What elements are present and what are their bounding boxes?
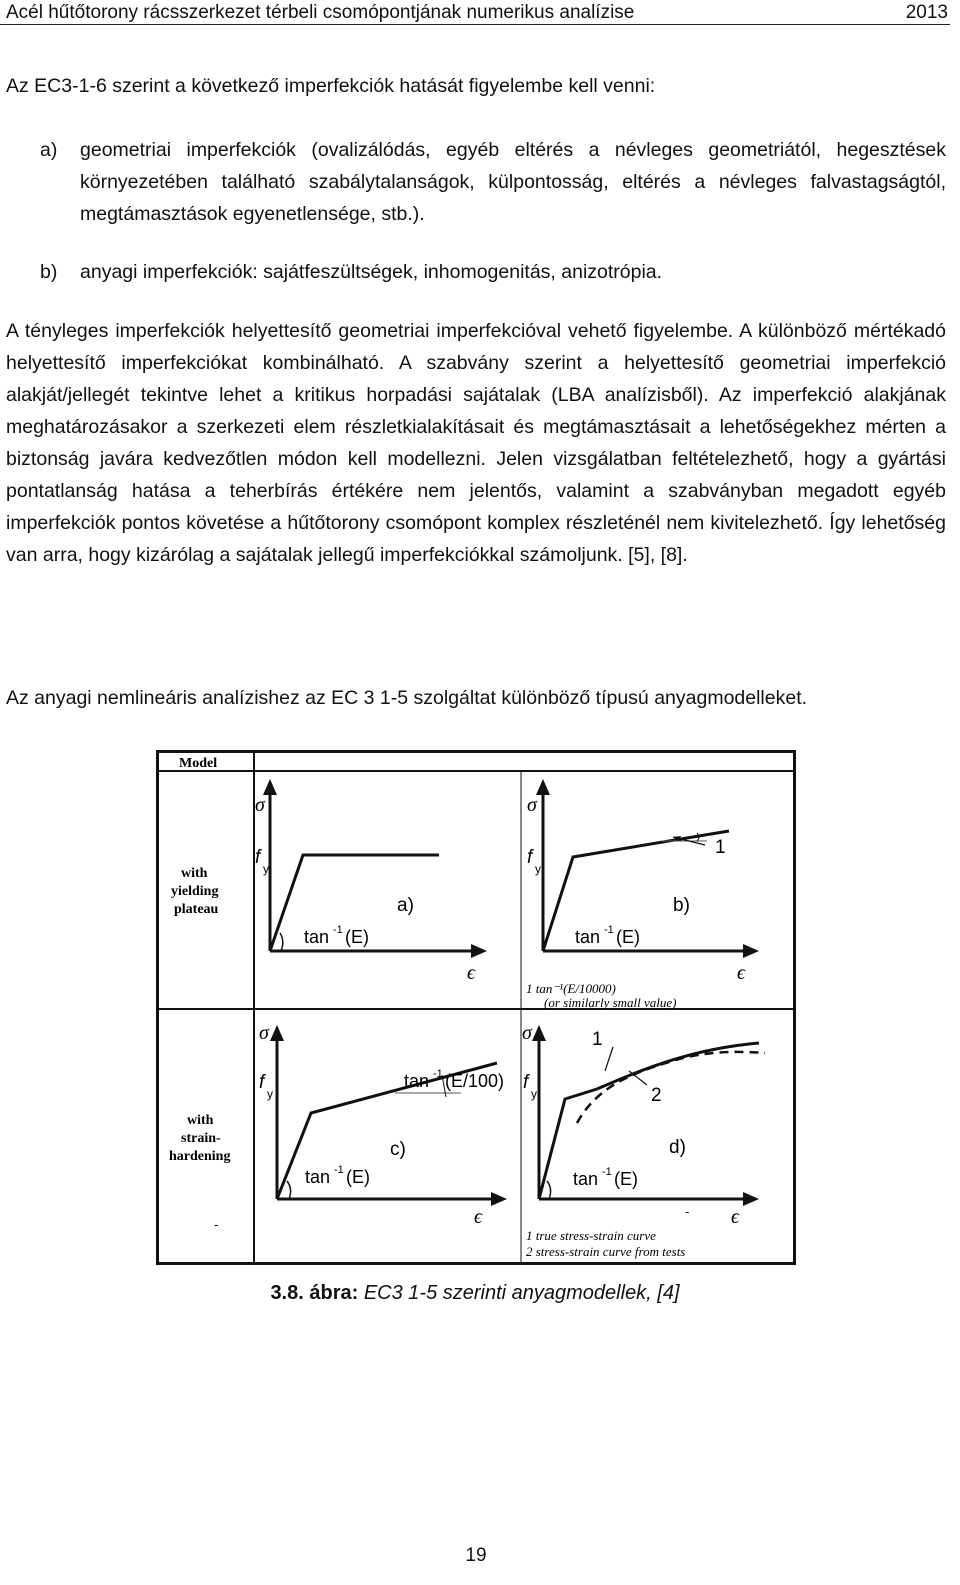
panel-c-label: c): [390, 1139, 406, 1160]
tan-sup-d: -1: [602, 1166, 612, 1178]
panel-a: [255, 779, 487, 984]
mark-1-d: 1: [592, 1029, 603, 1050]
row1-label-2: yielding: [171, 884, 219, 899]
tan-sup-a: -1: [333, 924, 343, 936]
note-d-line2: 2 stress-strain curve from tests: [526, 1244, 686, 1259]
list-label-a: a): [40, 139, 58, 161]
dot-d: -: [685, 1204, 690, 1219]
sigma-b: σ: [527, 794, 537, 816]
caption-text: EC3 1-5 szerinti anyagmodellek, [4]: [358, 1282, 680, 1304]
row2-label-3: hardening: [169, 1149, 231, 1164]
caption-number: 3.8. ábra:: [270, 1282, 359, 1304]
page-header: [0, 0, 950, 25]
fy-a: f: [255, 847, 261, 868]
sigma-d: σ: [522, 1022, 532, 1044]
materials-sentence: Az anyagi nemlineáris analízishez az EC 3 1-5 szolgáltat különböző típusú anyagmodelleket.: [6, 687, 808, 709]
fy-sub-d: y: [531, 1087, 537, 1101]
sigma-a: σ: [255, 794, 265, 816]
panel-d: [522, 1022, 765, 1259]
epsilon-b: ϵ: [737, 962, 746, 984]
fy-c: f: [259, 1072, 265, 1093]
fy-b: f: [527, 847, 533, 868]
note-d-line1: 1 true stress-strain curve: [526, 1228, 656, 1243]
panel-b-label: b): [673, 895, 690, 916]
tan-arg-a: (E): [345, 927, 369, 947]
fy-sub-c: y: [267, 1087, 273, 1101]
epsilon-d: ϵ: [731, 1206, 740, 1228]
tan-arg-b: (E): [616, 927, 640, 947]
figure-caption: [0, 1282, 950, 1305]
note-b-line2: (or similarly small value): [544, 995, 677, 1010]
fy-d: f: [523, 1072, 529, 1093]
tan-sup-b: -1: [604, 924, 614, 936]
fy-sub-a: y: [263, 862, 269, 876]
page-number: 19: [465, 1545, 487, 1566]
tan-b: tan: [575, 927, 601, 947]
header-year: 2013: [905, 2, 948, 23]
panel-b: [526, 779, 759, 1010]
epsilon-c: ϵ: [474, 1206, 483, 1228]
intro-text: Az EC3-1-6 szerint a következő imperfekciók hatását figyelembe kell venni:: [6, 75, 656, 97]
dot-c: -: [214, 1217, 219, 1232]
sigma-c: σ: [259, 1022, 269, 1044]
epsilon-a: ϵ: [467, 962, 476, 984]
tan-c: tan: [404, 1071, 430, 1091]
row1-label-3: plateau: [174, 902, 219, 917]
material-models-diagram: [159, 753, 793, 1262]
note-b-line1: 1 tan⁻¹(E/10000): [526, 981, 616, 996]
model-header: Model: [179, 756, 218, 771]
row1-label-1: with: [181, 866, 208, 881]
tan-sup-c: -1: [433, 1068, 443, 1080]
list-item-b: anyagi imperfekciók: sajátfeszültségek, inhomogenitás, anizotrópia.: [80, 261, 663, 283]
material-models-figure: [156, 750, 796, 1265]
panel-a-label: a): [397, 895, 414, 916]
tan-c2: tan: [305, 1167, 331, 1187]
mark-2-d: 2: [651, 1085, 662, 1106]
body-paragraph: A tényleges imperfekciók helyettesítő geometriai imperfekcióval vehető figyelembe. A különböző mértékadó helyettesítő imperfekciókat kombinálható. A szabvány szerint a helyettesítő geometriai imperfekció alakját/jellegét tekintve lehet a kritikus horpadási sajátalak (LBA analízisből). Az imperfekció alakjának meghatározásakor a szerkezeti elem részletkialakításait és megtámasztásait a lehetőségekhez mérten a biztonság javára kedvezőtlen módon kell modellezni. Jelen vizsgálatban feltételezhető, hogy a gyártási pontatlanság hatása a teherbírás értékére nem jelentős, valamint a szabványban megadott egyéb imperfekciók pontos követése a hűtőtorony csomópont komplex részleténél nem kivitelezhető. Így lehetőség van arra, hogy kizárólag a sajátalak jellegű imperfekciókkal számoljunk. [5], [8].: [6, 320, 946, 566]
panel-d-label: d): [669, 1137, 686, 1158]
tan-a: tan: [304, 927, 330, 947]
tan-arg-d: (E): [614, 1169, 638, 1189]
row2-label-2: strain-: [181, 1131, 221, 1146]
panel-c: [214, 1022, 507, 1232]
mark-1-b: 1: [715, 837, 726, 858]
tan-arg-c2: (E): [346, 1167, 370, 1187]
row2-label-1: with: [187, 1113, 214, 1128]
fy-sub-b: y: [535, 862, 541, 876]
tan-arg-c: (E/100): [445, 1071, 505, 1091]
tan-d: tan: [573, 1169, 599, 1189]
list-label-b: b): [40, 261, 58, 283]
header-title: Acél hűtőtorony rácsszerkezet térbeli csomópontjának numerikus analízise: [6, 2, 635, 23]
list-item-a: geometriai imperfekciók (ovalizálódás, egyéb eltérés a névleges geometriától, hegesztések környezetében található szabálytalanságok, külpontosság, eltérés a névleges falvastagságtól, megtámasztások egyenetlensége, stb.).: [80, 139, 946, 225]
tan-sup-c2: -1: [334, 1164, 344, 1176]
